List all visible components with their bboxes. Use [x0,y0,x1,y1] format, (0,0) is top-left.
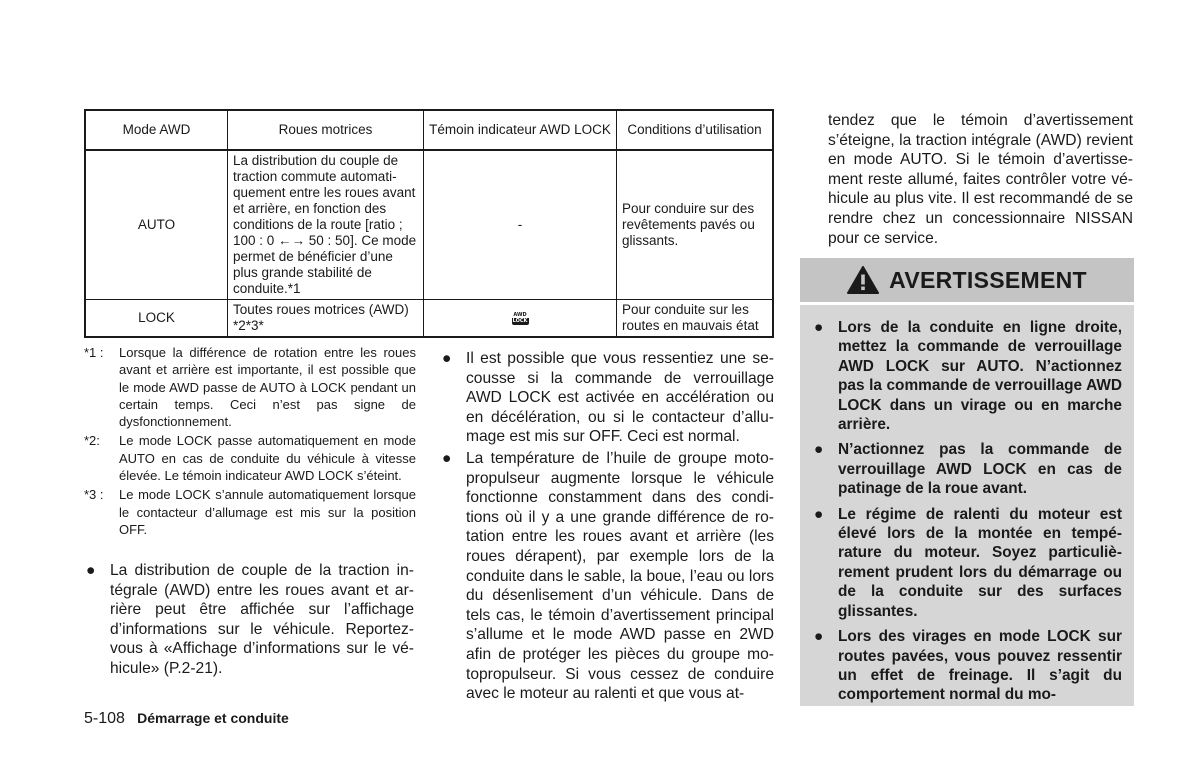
column3-paragraph: tendez que le témoin d’avertissement s’éteigne, la traction intégrale (AWD) revient en mode AUTO. Si le témoin d’avertissement reste allumé, faites contrôler votre véhicule au plus vite. Il est recommandé de se rendre chez un concessionnaire NISSAN pour ce service. [828,112,1133,247]
footnote-2: *2: Le mode LOCK passe automatiquement en mode AUTO en cas de conduite du véhicule à vitesse élevée. Le témoin indicateur AWD LOCK s’éteint. [84,433,416,484]
table-header-row [85,110,773,150]
list-item: ● La distribution de couple de la traction intégrale (AWD) entre les roues avant et arrière peut être affichée sur l’affichage d’informations sur le véhicule. Reportez-vous à «Affichage d’informations sur le véhicule» (P.2-21). [86,562,414,677]
bullet-icon: ● [814,441,824,459]
row-lock-conditions: Pour conduite sur les routes en mauvais état [617,300,774,338]
list-item: ● N’actionnez pas la commande de verrouillage AWD LOCK en cas de patinage de la roue avant. [814,441,1122,498]
bullet-icon: ● [86,562,96,579]
table-row [85,300,773,338]
warning-box [800,258,1134,706]
awd-lock-indicator-icon: AWD LOCK [512,311,528,324]
bullet-icon: ● [814,505,824,523]
bullet-icon: ● [814,628,824,646]
list-item: ● Lors de la conduite en ligne droite, mettez la commande de verrouillage AWD LOCK sur AUTO. N’actionnez pas la commande de verrouillage AWD LOCK dans un virage ou en marche arrière. [814,319,1122,434]
warning-header [800,258,1134,305]
bullet-icon: ● [814,319,824,336]
awd-mode-table [84,109,774,338]
row-auto-conditions: Pour conduire sur des revêtements pavés ou glissants. [617,150,774,300]
bullet-icon: ● [442,449,452,467]
list-item: ● La température de l’huile de groupe motopropulseur augmente lorsque le véhicule fonctionne constamment dans des conditions où il y a une grande différence de rotation entre les roues avant et arrière (les roues dérapent), par exemple lors de la conduite dans le sable, la boue, l’eau ou lors du désenlisement d’un véhicule. Dans de tels cas, le témoin d’avertissement principal s’allume et le mode AWD passe en 2WD afin de protéger les pièces du groupe motopropulseur. Si vous cessez de conduire avec le moteur au ralenti et que vous at- [442,449,774,703]
column2-bullet-list [440,349,774,706]
header-wheels: Roues motrices [228,110,424,150]
list-item: ● Le régime de ralenti du moteur est élevé lors de la montée en température du moteur. Soyez particulièrement prudent lors du démarrage ou de la conduite sur des surfaces glissantes. [814,505,1122,620]
bullet-icon: ● [442,350,452,367]
row-auto-wheels: La distribution du couple de traction commute automatiquement entre les roues avant et arrière, en fonction des conditions de la route [ratio ; 100 : 0 ←→ 50 : 50]. Ce mode permet de bénéficier d’une plus grande stabilité de conduite.*1 [228,150,424,300]
warning-list [812,318,1122,711]
row-lock-mode: LOCK [85,300,228,338]
header-conditions: Conditions d’utilisation [617,110,774,150]
footnote-1: *1 : Lorsque la différence de rotation entre les roues avant et arrière est importante, il est possible que le mode AWD passe de AUTO à LOCK pendant un certain temps. Ceci n’est pas signe de dysfonctionnement. [84,345,416,430]
column1-bullet-list [84,561,414,679]
row-lock-indicator [424,300,617,338]
footnote-3: *3 : Le mode LOCK s’annule automatiquement lorsque le contacteur d’allumage est mis sur la position OFF. [84,487,416,537]
row-auto-indicator: - [424,150,617,300]
warning-triangle-icon [847,266,879,294]
header-indicator: Témoin indicateur AWD LOCK [424,110,617,150]
row-auto-mode: AUTO [85,150,228,300]
row-lock-wheels: Toutes roues motrices (AWD) *2*3* [228,300,424,338]
header-mode: Mode AWD [85,110,228,150]
page-number: 5-108 [84,710,125,727]
list-item: ● Il est possible que vous ressentiez une secousse si la commande de verrouillage AWD LOCK est activée en accélération ou en décélération, ou si le contacteur d’allumage est mis sur OFF. Ceci est normal. [442,350,774,446]
list-item: ● Lors des virages en mode LOCK sur routes pavées, vous pouvez ressentir un effet de freinage. Il s’agit du comportement normal du mo- [814,628,1122,704]
page-footer [84,710,289,728]
section-title: Démarrage et conduite [137,710,289,726]
footnotes [84,344,416,540]
warning-title: AVERTISSEMENT [889,266,1087,293]
table-row [85,150,773,300]
